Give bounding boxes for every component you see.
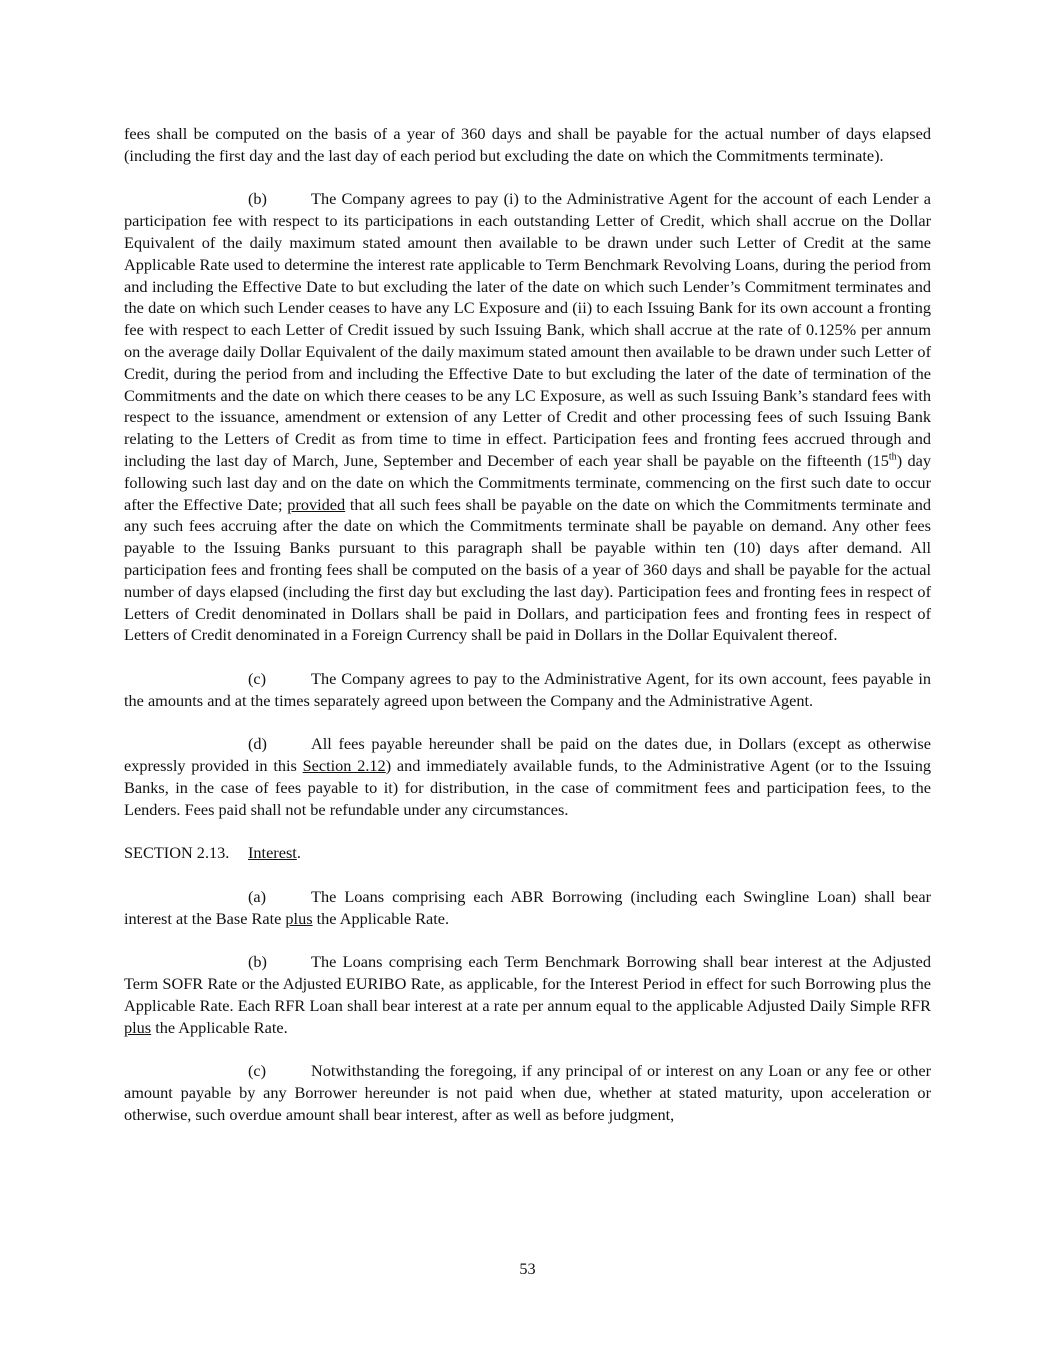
clause-text: The Company agrees to pay (i) to the Administrative Agent for the account of each Lender a participation fee with respect to its participations in each outstanding Letter of Credit, which shall accrue on the Dollar Equivalent of the daily maximum stated amount then available to be drawn under such Letter of Credit at the same Applicable Rate used to determine the interest rate applicable to Term Benchmark Revolving Loans, during the period from and including the Effective Date to but excluding the later of the date on which such Lender’s Commitment terminates and the date on which such Lender ceases to have any LC Exposure and (ii) to each Issuing Bank for its own account a fronting fee with respect to each Letter of Credit issued by such Issuing Bank, which shall accrue at the rate of 0.125% per annum on the average daily Dollar Equivalent of the daily maximum stated amount then available to be drawn under such Letter of Credit, during the period from and including the Effective Date to but excluding the later of the date of termination of the Commitments and the date on which there ceases to be any LC Exposure, as well as such Issuing Bank’s standard fees with respect to the issuance, amendment or extension of any Letter of Credit and other processing fees of such Issuing Bank relating to the Letters of Credit as from time to time in effect. Participation fees and fronting fees accrued through and including the last day of March, June, September and December of each year shall be payable on the fifteenth (15 <box>124 189 931 470</box>
clause-marker: (b) <box>248 952 267 972</box>
clause-text: ) and immediately available funds, to the Administrative Agent (or to the Issuing Banks, in the case of fees payable to it) for distribution, in the case of commitment fees and participation fees, to the Lenders. Fees paid shall not be refundable under any circumstances. <box>124 756 931 819</box>
clause-text: that all such fees shall be payable on the date on which the Commitments terminate and any such fees accruing after the date on which the Commitments terminate shall be payable on demand. Any other fees payable to the Issuing Banks pursuant to this paragraph shall be payable within ten (10) days after demand. All participation fees and fronting fees shall be computed on the basis of a year of 360 days and shall be payable for the actual number of days elapsed (including the first day but excluding the last day). Participation fees and fronting fees in respect of Letters of Credit denominated in Dollars shall be paid in Dollars, and participation fees and fronting fees in respect of Letters of Credit denominated in a Foreign Currency shall be paid in Dollars in the Dollar Equivalent thereof. <box>124 494 931 645</box>
paragraph-interest-c <box>124 1060 931 1125</box>
underlined-term-plus: plus <box>124 1017 152 1037</box>
section-heading <box>124 842 931 864</box>
clause-text: Notwithstanding the foregoing, if any principal of or interest on any Loan or any fee or other amount payable by any Borrower hereunder is not paid when due, whether at stated maturity, upon acceleration or otherwise, such overdue amount shall bear interest, after as well as before judgment, <box>124 1061 931 1124</box>
paragraph-b-participation-fee <box>124 188 931 646</box>
clause-text: the Applicable Rate. <box>312 908 450 928</box>
clause-marker: (c) <box>248 1061 267 1081</box>
paragraph-d-fee-payment <box>124 733 931 820</box>
clause-text: The Loans comprising each ABR Borrowing (including each Swingline Loan) shall bear interest at the Base Rate <box>124 886 931 928</box>
section-title-suffix: . <box>296 843 301 863</box>
clause-text: All fees payable hereunder shall be paid on the dates due, in Dollars (except as otherwise expressly provided in this <box>124 734 931 776</box>
clause-marker: (b) <box>248 189 267 209</box>
clause-text: The Loans comprising each Term Benchmark Borrowing shall bear interest at the Adjusted Term SOFR Rate or the Adjusted EURIBO Rate, as applicable, for the Interest Period in effect for such Borrowing plus the Applicable Rate. Each RFR Loan shall bear interest at a rate per annum equal to the applicable Adjusted Daily Simple RFR <box>124 952 931 1015</box>
clause-text: ) day following such last day and on the date on which the Commitments terminate, commencing on the first such date to occur after the Effective Date; <box>124 450 931 514</box>
clause-marker: (a) <box>248 886 267 906</box>
clause-marker: (c) <box>248 668 267 688</box>
superscript-th: th <box>888 451 897 463</box>
section-number: SECTION 2.13. <box>124 843 230 863</box>
underlined-term-provided: provided <box>287 494 346 514</box>
clause-marker: (d) <box>248 734 267 754</box>
paragraph-interest-a <box>124 886 931 930</box>
clause-text: The Company agrees to pay to the Administrative Agent, for its own account, fees payable in the amounts and at the times separately agreed upon between the Company and the Administrative Agent. <box>124 668 931 710</box>
paragraph-c-agent-fees <box>124 668 931 712</box>
clause-text: the Applicable Rate. <box>151 1017 288 1037</box>
page-number: 53 <box>519 1259 536 1278</box>
section-reference-link: Section 2.12 <box>302 756 386 776</box>
paragraph-interest-b <box>124 951 931 1038</box>
document-page <box>124 123 931 1126</box>
underlined-term-plus: plus <box>285 908 313 928</box>
section-title: Interest <box>248 843 297 863</box>
paragraph-fees-continued: fees shall be computed on the basis of a year of 360 days and shall be payable for the actual number of days elapsed (including the first day and the last day of each period but excluding the date on which the Commitments terminate). <box>124 124 931 165</box>
